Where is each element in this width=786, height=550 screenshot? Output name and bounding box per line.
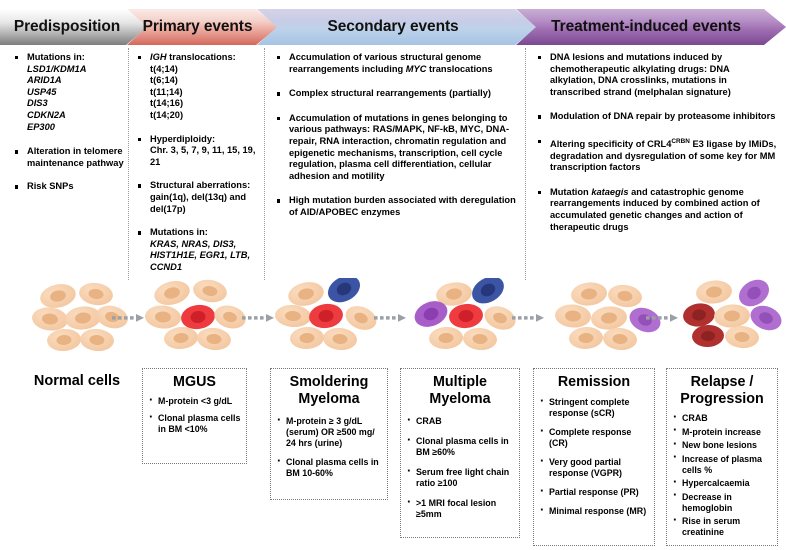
list-item xyxy=(14,181,124,193)
banner-label-predisposition: Predisposition xyxy=(13,18,121,35)
list-item: · Decrease in hemoglobin xyxy=(673,492,773,514)
gene-name: USP45 xyxy=(27,86,57,97)
list-item: · Clonal plasma cells in BM 10-60% xyxy=(277,457,383,479)
translocation: t(14;16) xyxy=(150,98,184,109)
stage-title-relapse-progression: Relapse / Progression xyxy=(680,374,764,407)
cell-cluster-remission xyxy=(554,281,664,352)
list-item: · Clonal plasma cells in BM <10% xyxy=(149,413,242,435)
clone-cell-blue xyxy=(467,278,508,309)
panel-treatment-events xyxy=(537,52,777,242)
progression-arrow xyxy=(374,314,406,322)
banner-label-treatment: Treatment-induced events xyxy=(551,18,741,35)
bullet-text: Altering specificity of CRL4 xyxy=(550,139,672,150)
multiple-myeloma-criteria-list xyxy=(401,416,519,520)
progression-arrow xyxy=(512,314,544,322)
cell-cluster-mgus xyxy=(144,278,248,352)
banner-segment-primary xyxy=(127,9,278,45)
banner-label-primary: Primary events xyxy=(142,18,253,35)
panel-secondary-events xyxy=(276,52,518,228)
stage-box-mgus xyxy=(142,368,247,464)
panel-primary-events xyxy=(137,52,259,283)
bullet-text: Mutations in: xyxy=(150,227,208,238)
stage-box-relapse-progression xyxy=(666,368,778,546)
list-item xyxy=(137,227,259,273)
list-item: · Serum free light chain ratio ≥100 xyxy=(407,467,515,489)
list-item xyxy=(276,88,518,100)
clone-cell-red xyxy=(307,302,344,330)
list-item: · CRAB xyxy=(407,416,515,427)
stage-title-remission: Remission xyxy=(557,374,631,390)
term-kataegis: kataegis xyxy=(591,186,629,197)
secondary-bullet-list xyxy=(276,52,518,219)
gene-name: EP300 xyxy=(27,121,55,132)
banner-segment-predisposition xyxy=(0,9,148,45)
list-item: · Hypercalcaemia xyxy=(673,478,773,489)
bullet-text: Accumulation of various structural genome rearrangements including xyxy=(289,52,482,74)
superscript-crbn: CRBN xyxy=(671,137,690,145)
list-item: · >1 MRI focal lesion ≥5mm xyxy=(407,498,515,520)
list-item: · Very good partial response (VGPR) xyxy=(540,457,650,479)
gene-name: DIS3 xyxy=(27,98,48,109)
chromosome-list: Chr. 3, 5, 7, 9, 11, 15, 19, 21 xyxy=(150,145,256,167)
gene-name: IGH xyxy=(150,52,167,62)
treatment-bullet-list xyxy=(537,52,777,233)
stage-title-multiple-myeloma: Multiple Myeloma xyxy=(429,374,491,407)
list-item xyxy=(137,180,259,215)
list-item xyxy=(276,52,518,75)
bullet-text: translocations: xyxy=(166,52,236,62)
remission-criteria-list xyxy=(534,397,654,517)
translocation: t(14;20) xyxy=(150,109,184,120)
cell-progression-illustration xyxy=(0,278,786,362)
list-item xyxy=(276,195,518,218)
bullet-text: Structural aberrations: gain(1q), del(13q) and del(17p) xyxy=(150,180,251,214)
clone-cell-darkred xyxy=(682,301,717,328)
list-item xyxy=(537,111,777,123)
list-item: · Increase of plasma cells % xyxy=(673,454,773,476)
bullet-text-cont: translocations xyxy=(426,63,493,74)
banner-segment-secondary xyxy=(257,9,537,45)
bullet-text: Accumulation of mutations in genes belonging to various pathways: RAS/MAPK, NF-kB, MYC, DNA-repair, RNA interaction, chromatin regulation and epigenetic mechanisms, transcription, cell cycle regulation, plasma cell differentiation, cellular adhesion and motility xyxy=(289,112,510,181)
panel-predisposition xyxy=(14,52,124,202)
column-divider-1 xyxy=(128,48,129,280)
list-item xyxy=(276,113,518,183)
list-item: · M-protein increase xyxy=(673,427,773,438)
list-item xyxy=(537,52,777,98)
bullet-text: Risk SNPs xyxy=(27,181,74,192)
bullet-text: Alteration in telomere maintenance pathway xyxy=(27,146,124,168)
list-item xyxy=(14,146,124,169)
clone-cell-red xyxy=(179,303,216,331)
gene-name: CDKN2A xyxy=(27,109,66,120)
list-item xyxy=(14,52,124,133)
bullet-text: Mutations in: xyxy=(27,52,85,62)
bullet-text-cont: E3 ligase by IMiDs, degradation and dysregulation of some key for MM transcription factors xyxy=(550,139,777,173)
stage-title-smoldering-myeloma: Smoldering Myeloma xyxy=(289,374,369,407)
banner-segment-treatment xyxy=(516,9,786,45)
bullet-text-cont: and catastrophic genome rearrangements induced by combined action of accumulated genetic changes and action of therapeutic drugs xyxy=(550,186,760,232)
clone-cell-red xyxy=(448,302,484,329)
stage-box-smoldering-myeloma xyxy=(270,368,388,500)
bullet-text: DNA lesions and mutations induced by chemotherapeutic alkylating drugs: DNA alkylation, DNA crosslinks, mutations in transcribed strand (melphalan signature) xyxy=(550,52,731,97)
list-item: · Partial response (PR) xyxy=(540,487,650,498)
column-divider-2 xyxy=(264,48,265,280)
column-divider-3 xyxy=(525,48,526,280)
list-item: · Stringent complete response (sCR) xyxy=(540,397,650,419)
list-item: · Complete response (CR) xyxy=(540,427,650,449)
cell-cluster-multiple-myeloma xyxy=(411,278,519,351)
bullet-text: Mutation xyxy=(550,186,592,197)
bullet-text: High mutation burden associated with deregulation of AID/APOBEC enzymes xyxy=(289,195,516,217)
list-item: · New bone lesions xyxy=(673,440,773,451)
list-item xyxy=(537,187,777,233)
clone-cell-darkred xyxy=(691,324,724,348)
stage-box-remission xyxy=(533,368,655,546)
list-item: · CRAB xyxy=(673,413,773,424)
list-item: · M-protein <3 g/dL xyxy=(149,396,242,407)
progression-arrow xyxy=(242,314,274,322)
gene-list: KRAS, NRAS, DIS3, HIST1H1E, EGR1, LTB, CCND1 xyxy=(150,238,251,272)
primary-bullet-list xyxy=(137,52,259,274)
list-item: · Rise in serum creatinine xyxy=(673,516,773,538)
translocation: t(11;14) xyxy=(150,86,183,97)
translocation: t(6;14) xyxy=(150,75,178,86)
list-item: · M-protein ≥ 3 g/dL (serum) OR ≥500 mg/ 24 hrs (urine) xyxy=(277,416,383,449)
cell-cluster-relapse xyxy=(682,278,786,349)
relapse-criteria-list xyxy=(667,413,777,538)
list-item xyxy=(537,136,777,174)
gene-name: ARID1A xyxy=(27,75,62,86)
predisposition-bullet-list xyxy=(14,52,124,193)
stage-banner xyxy=(0,9,786,45)
bullet-text: Hyperdiploidy: xyxy=(150,133,216,144)
gene-name: LSD1/KDM1A xyxy=(27,63,87,74)
stage-box-multiple-myeloma xyxy=(400,368,520,538)
list-item: · Minimal response (MR) xyxy=(540,506,650,517)
list-item: · Clonal plasma cells in BM ≥60% xyxy=(407,436,515,458)
cell-cluster-smoldering xyxy=(274,278,380,351)
stage-title-mgus: MGUS xyxy=(173,374,216,390)
list-item xyxy=(137,134,259,169)
banner-label-secondary: Secondary events xyxy=(327,18,459,35)
stage-title-normal-cells: Normal cells xyxy=(33,373,121,389)
bullet-text: Modulation of DNA repair by proteasome inhibitors xyxy=(550,111,776,122)
list-item xyxy=(137,52,259,122)
translocation: t(4;14) xyxy=(150,63,178,74)
bullet-text: Complex structural rearrangements (partially) xyxy=(289,88,492,99)
mgus-criteria-list xyxy=(143,396,246,435)
clone-cell-blue xyxy=(323,278,364,308)
smoldering-criteria-list xyxy=(271,416,387,479)
gene-name: MYC xyxy=(405,63,427,74)
